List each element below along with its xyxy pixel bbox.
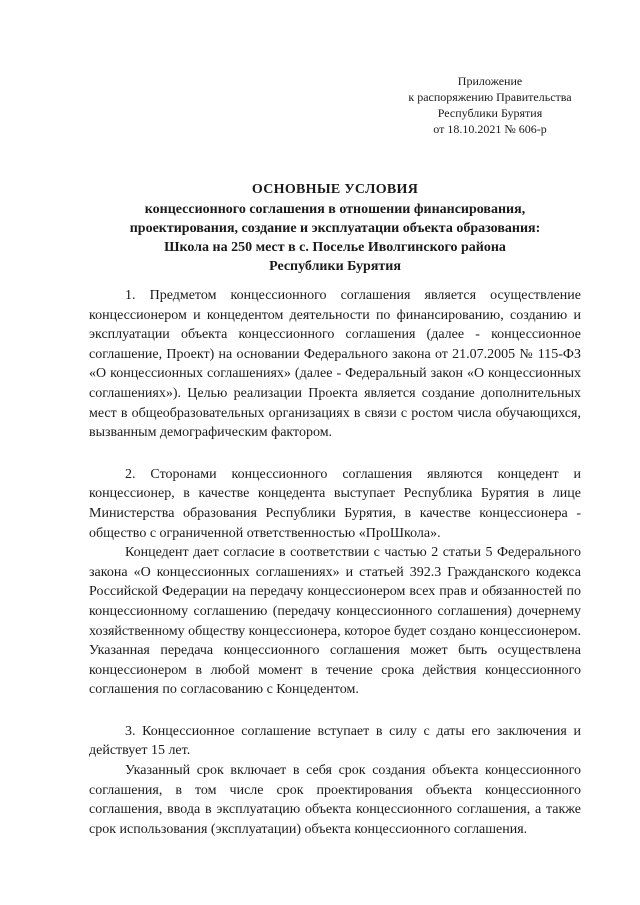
document-title [70, 180, 600, 276]
title-main: ОСНОВНЫЕ УСЛОВИЯ [251, 182, 419, 197]
appendix-order-ref: к распоряжению Правительства [408, 90, 572, 104]
paragraph-spacer [89, 700, 581, 722]
paragraph-spacer [89, 443, 581, 465]
appendix-date-number: от 18.10.2021 № 606-р [433, 122, 547, 136]
appendix-header [380, 73, 600, 137]
appendix-republic: Республики Бурятия [437, 106, 543, 120]
appendix-label: Приложение [457, 74, 523, 88]
document-body [89, 286, 581, 839]
title-line-5: Республики Бурятия [269, 259, 401, 274]
paragraph-4: 3. Концессионное соглашение вступает в силу с даты его заключения и действует 15 лет. [89, 723, 581, 759]
paragraph-1: 1. Предметом концессионного соглашения является осуществление концессионером и концедентом деятельности по финансированию, созданию и эксплуатации объекта концессионного соглашения (далее - концессионное соглашение, Проект) на основании Федерального закона от 21.07.2005 № 115-ФЗ «О концессионных соглашениях» (далее - Федеральный закон «О концессионных соглашениях»). Целью реализации Проекта является создание дополнительных мест в общеобразовательных организациях в связи с ростом числа обучающихся, вызванным демографическим фактором. [89, 288, 581, 441]
paragraph-5: Указанный срок включает в себя срок создания объекта концессионного соглашения, в том числе срок проектирования объекта концессионного соглашения, ввода в эксплуатацию объекта концессионного соглашения, а также срок использования (эксплуатации) объекта концессионного соглашения. [89, 763, 581, 837]
paragraph-3: Концедент дает согласие в соответствии с частью 2 статьи 5 Федерального закона «О концессионных соглашениях» и статьей 392.3 Гражданского кодекса Российской Федерации на передачу концессионером всех прав и обязанностей по концессионному соглашению (передачу концессионного соглашения) дочернему хозяйственному обществу концессионера, которое будет создано концессионером. Указанная передача концессионного соглашения может быть осуществлена концессионером в любой момент в течение срока действия концессионного соглашения по согласованию с Концедентом. [89, 545, 581, 698]
title-line-3: проектирования, создание и эксплуатации объекта образования: [129, 221, 541, 236]
paragraph-2: 2. Сторонами концессионного соглашения являются концедент и концессионер, в качестве концедента выступает Республика Бурятия в лице Министерства образования Республики Бурятия, в качестве концессионера - общество с ограниченной ответственностью «ПроШкола». [89, 466, 581, 541]
title-line-4: Школа на 250 мест в с. Поселье Иволгинского района [164, 240, 506, 255]
title-line-2: концессионного соглашения в отношении финансирования, [144, 202, 526, 217]
